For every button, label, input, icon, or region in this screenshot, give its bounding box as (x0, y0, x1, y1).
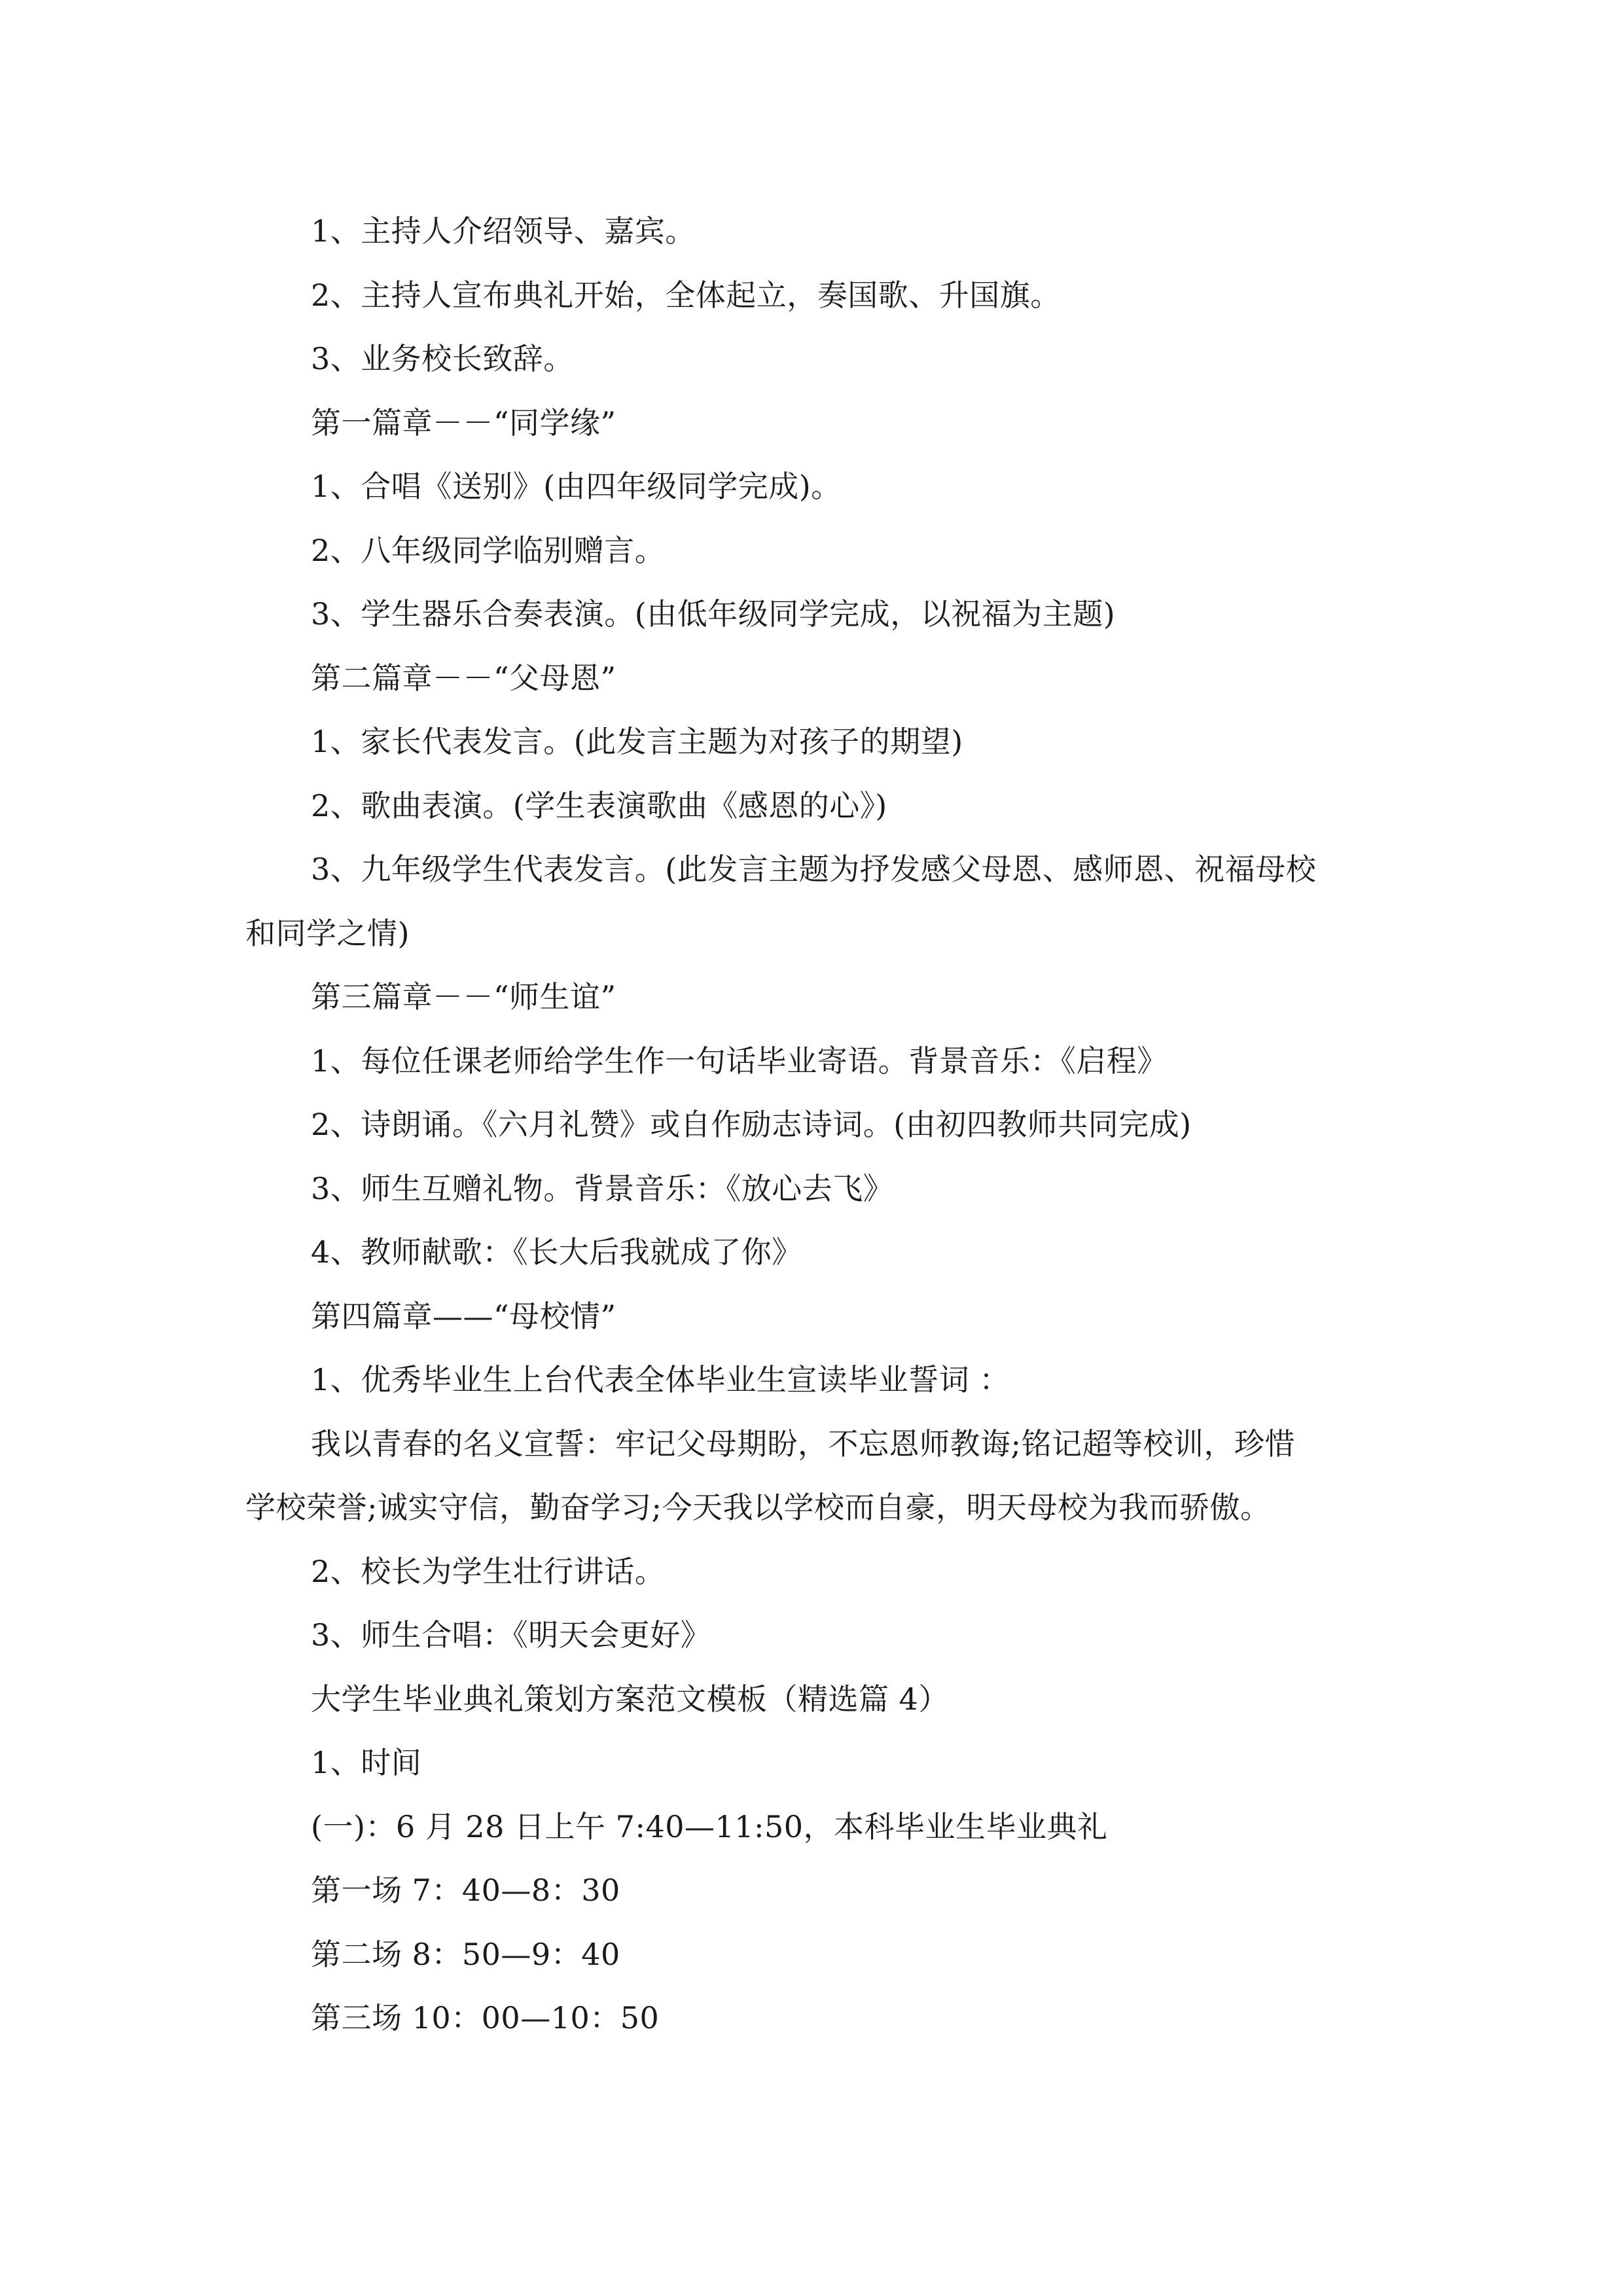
list-item-ceremony-opening: 2、主持人宣布典礼开始，全体起立，奏国歌、升国旗。 (311, 277, 1061, 313)
schedule-session-1: 第一场 7：40—8：30 (311, 1873, 620, 1908)
list-item-final-chorus: 3、师生合唱：《明天会更好》 (311, 1617, 711, 1653)
list-item-student-speech-continued: 和同学之情) (245, 915, 410, 951)
schedule-session-2: 第二场 8：50—9：40 (311, 1936, 620, 1972)
list-item-farewell-words: 2、八年级同学临别赠言。 (311, 532, 666, 568)
list-item-poetry-recital: 2、诗朗诵。《六月礼赞》或自作励志诗词。(由初四教师共同完成) (311, 1107, 1192, 1142)
oath-text: 我以青春的名义宣誓：牢记父母期盼，不忘恩师教诲;铭记超等校训，珍惜 (311, 1426, 1295, 1462)
section-heading-chapter-4: 第四篇章——“母校情” (311, 1298, 616, 1334)
list-item-teacher-messages: 1、每位任课老师给学生作一句话毕业寄语。背景音乐：《启程》 (311, 1043, 1168, 1079)
schedule-session-3: 第三场 10：00—10：50 (311, 2000, 660, 2036)
list-item-chorus: 1、合唱《送别》(由四年级同学完成)。 (311, 469, 842, 504)
list-item-teacher-song: 4、教师献歌：《长大后我就成了你》 (311, 1234, 802, 1270)
list-item-parent-speech: 1、家长代表发言。(此发言主题为对孩子的期望) (311, 724, 963, 759)
list-item-time: 1、时间 (311, 1745, 422, 1780)
list-item-instrumental: 3、学生器乐合奏表演。(由低年级同学完成，以祝福为主题) (311, 596, 1116, 632)
schedule-date: (一)：6 月 28 日上午 7:40—11:50，本科毕业生毕业典礼 (311, 1808, 1108, 1844)
list-item-song-performance: 2、歌曲表演。(学生表演歌曲《感恩的心》) (311, 787, 887, 823)
list-item-gift-exchange: 3、师生互赠礼物。背景音乐：《放心去飞》 (311, 1170, 894, 1206)
list-item-graduate-oath: 1、优秀毕业生上台代表全体毕业生宣读毕业誓词 ： (311, 1362, 1010, 1397)
list-item-principal-speech: 3、业务校长致辞。 (311, 341, 574, 376)
list-item-student-speech: 3、九年级学生代表发言。(此发言主题为抒发感父母恩、感师恩、祝福母校 (311, 852, 1317, 887)
section-heading-chapter-1: 第一篇章－－“同学缘” (311, 404, 616, 440)
document-body (245, 200, 1384, 2051)
list-item-host-introduces-guests: 1、主持人介绍领导、嘉宾。 (311, 213, 696, 249)
section-heading-template-4: 大学生毕业典礼策划方案范文模板（精选篇 4） (311, 1681, 949, 1717)
list-item-principal-address: 2、校长为学生壮行讲话。 (311, 1553, 666, 1589)
section-heading-chapter-2: 第二篇章－－“父母恩” (311, 660, 616, 696)
section-heading-chapter-3: 第三篇章－－“师生谊” (311, 979, 616, 1014)
oath-text-continued: 学校荣誉;诚实守信，勤奋学习;今天我以学校而自豪，明天母校为我而骄傲。 (245, 1490, 1271, 1525)
